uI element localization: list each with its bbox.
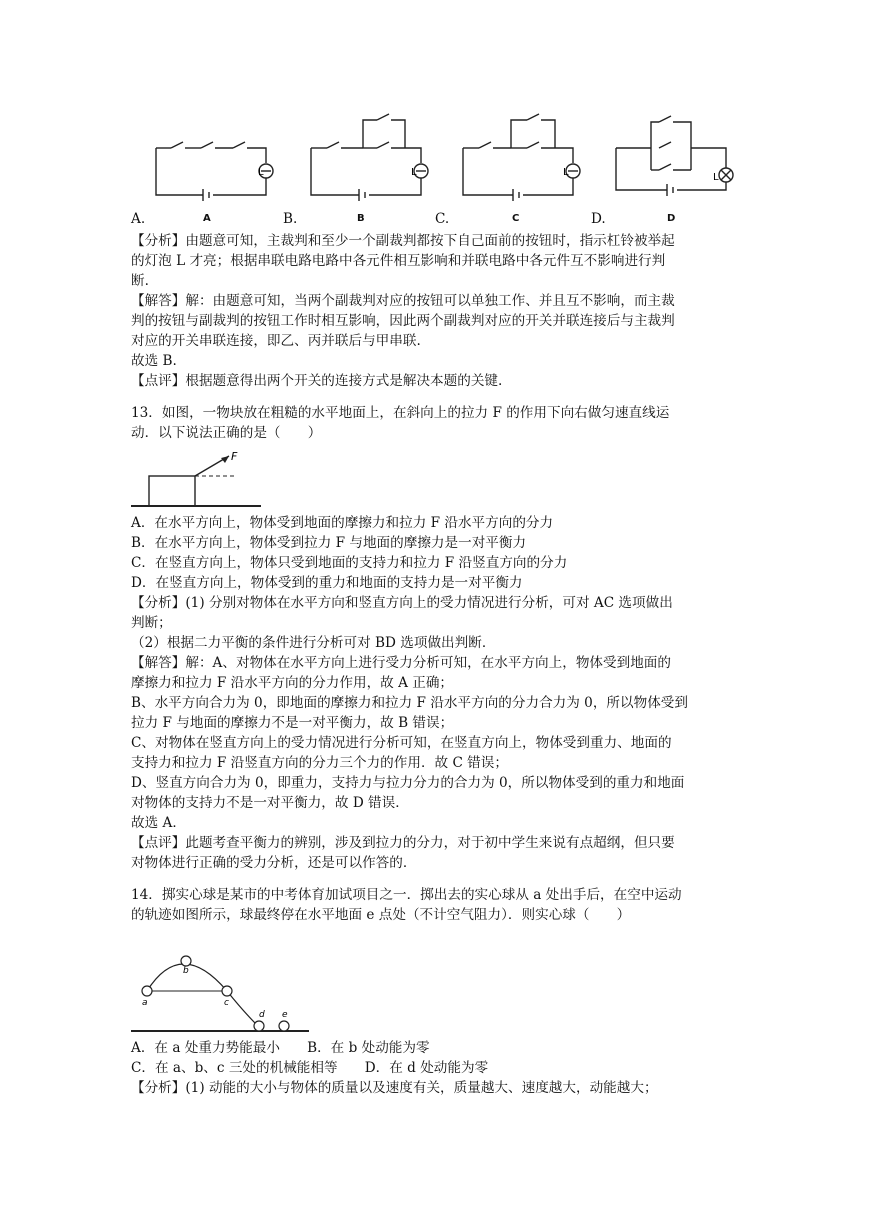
q12-opt-d[interactable]: D.: [591, 211, 606, 227]
q12-solution-line: 判的按钮与副裁判的按钮工作时相互影响，因此两个副裁判对应的开关并联连接后与主裁判: [131, 313, 675, 329]
circuit-b: [311, 114, 428, 201]
q14-options-ab[interactable]: A．在 a 处重力势能最小 B．在 b 处动能为零: [131, 1040, 430, 1056]
q13-solution-line: 支持力和拉力 F 沿竖直方向的分力三个力的作用．故 C 错误；: [131, 755, 508, 771]
q13-solution-line: 对物体的支持力不是一对平衡力，故 D 错误．: [131, 795, 409, 811]
force-label: F: [231, 450, 238, 463]
point-c-label: c: [224, 998, 229, 1008]
circuit-d: [616, 116, 733, 196]
q13-solution-line: 【解答】解：A、对物体在水平方向上进行受力分析可知，在水平方向上，物体受到地面的: [131, 655, 671, 671]
q14-stem-line: 的轨迹如图所示，球最终停在水平地面 e 点处（不计空气阻力）．则实心球（ ）: [131, 907, 631, 923]
lamp-label-c: L: [563, 167, 569, 178]
q13-analysis-line: 【分析】(1) 分别对物体在水平方向和竖直方向上的受力情况进行分析，可对 AC 选项做出: [131, 595, 673, 611]
q13-block-figure: [131, 450, 261, 512]
q13-analysis-line: （2）根据二力平衡的条件进行分析可对 BD 选项做出判断．: [131, 635, 496, 651]
q12-opt-a[interactable]: A.: [131, 211, 146, 227]
lamp-label-b: L: [411, 167, 417, 178]
q14-trajectory-figure: [131, 945, 309, 1035]
circuit-a: [156, 142, 273, 201]
circuit-c: [463, 114, 580, 201]
q13-option-d[interactable]: D．在竖直方向上，物体受到的重力和地面的支持力是一对平衡力: [131, 575, 523, 591]
q12-comment: 【点评】根据题意得出两个开关的连接方式是解决本题的关键.: [131, 373, 503, 389]
lamp-label-a: L: [258, 167, 264, 178]
q12-options: [131, 209, 831, 229]
q13-option-c[interactable]: C．在竖直方向上，物体只受到地面的支持力和拉力 F 沿竖直方向的分力: [131, 555, 568, 571]
q13-solution-line: 摩擦力和拉力 F 沿水平方向的分力作用，故 A 正确；: [131, 675, 454, 691]
q12-circuit-label-a: A: [203, 213, 211, 224]
q12-analysis-line: 【分析】由题意可知，主裁判和至少一个副裁判都按下自己面前的按钮时，指示杠铃被举起: [131, 233, 675, 249]
point-b-label: b: [183, 966, 189, 976]
q12-choice: 故选 B.: [131, 353, 177, 369]
q13-solution-line: B、水平方向合力为 0，即地面的摩擦力和拉力 F 沿水平方向的分力合力为 0，所以物体受到: [131, 695, 688, 711]
q14-stem-line: 14．掷实心球是某市的中考体育加试项目之一．掷出去的实心球从 a 处出手后，在空中运动: [131, 887, 682, 903]
point-e-label: e: [282, 1010, 288, 1020]
q13-analysis-line: 判断；: [131, 615, 172, 631]
q12-circuit-label-d: D: [667, 213, 676, 224]
q13-stem-line: 13．如图，一物块放在粗糙的水平地面上，在斜向上的拉力 F 的作用下向右做匀速直线运: [131, 405, 670, 421]
q12-opt-b[interactable]: B.: [283, 211, 298, 227]
q13-solution-line: C、对物体在竖直方向上的受力情况进行分析可知，在竖直方向上，物体受到重力、地面的: [131, 735, 672, 751]
q12-circuit-label-b: B: [357, 213, 365, 224]
q13-comment-line: 【点评】此题考查平衡力的辨别，涉及到拉力的分力，对于初中学生来说有点超纲，但只要: [131, 835, 675, 851]
lamp-label-d: L: [713, 172, 719, 183]
q13-comment-line: 对物体进行正确的受力分析，还是可以作答的．: [131, 855, 417, 871]
q14-analysis: 【分析】(1) 动能的大小与物体的质量以及速度有关，质量越大、速度越大，动能越大；: [131, 1080, 658, 1096]
q12-circuit-label-c: C: [512, 213, 520, 224]
q13-solution-line: D、竖直方向合力为 0，即重力，支持力与拉力分力的合力为 0，所以物体受到的重力和地面: [131, 775, 685, 791]
q12-opt-c[interactable]: C.: [435, 211, 450, 227]
q13-option-a[interactable]: A．在水平方向上，物体受到地面的摩擦力和拉力 F 沿水平方向的分力: [131, 515, 554, 531]
q12-analysis-line: 的灯泡 L 才亮；根据串联电路电路中各元件相互影响和并联电路中各元件互不影响进行判: [131, 253, 666, 269]
point-a-label: a: [142, 998, 148, 1008]
q12-solution-line: 【解答】解：由题意可知，当两个副裁判对应的按钮可以单独工作、并且互不影响，而主裁: [131, 293, 675, 309]
q12-analysis-line: 断.: [131, 273, 149, 289]
circuit-diagrams: [131, 100, 751, 218]
q13-option-b[interactable]: B．在水平方向上，物体受到拉力 F 与地面的摩擦力是一对平衡力: [131, 535, 527, 551]
point-d-label: d: [259, 1010, 265, 1020]
q13-solution-line: 拉力 F 与地面的摩擦力不是一对平衡力，故 B 错误；: [131, 715, 454, 731]
q14-options-cd[interactable]: C．在 a、b、c 三处的机械能相等 D．在 d 处动能为零: [131, 1060, 489, 1076]
q13-stem-line: 动．以下说法正确的是（ ）: [131, 425, 322, 441]
q12-solution-line: 对应的开关串联连接，即乙、丙并联后与甲串联.: [131, 333, 421, 349]
q13-choice: 故选 A．: [131, 815, 186, 831]
